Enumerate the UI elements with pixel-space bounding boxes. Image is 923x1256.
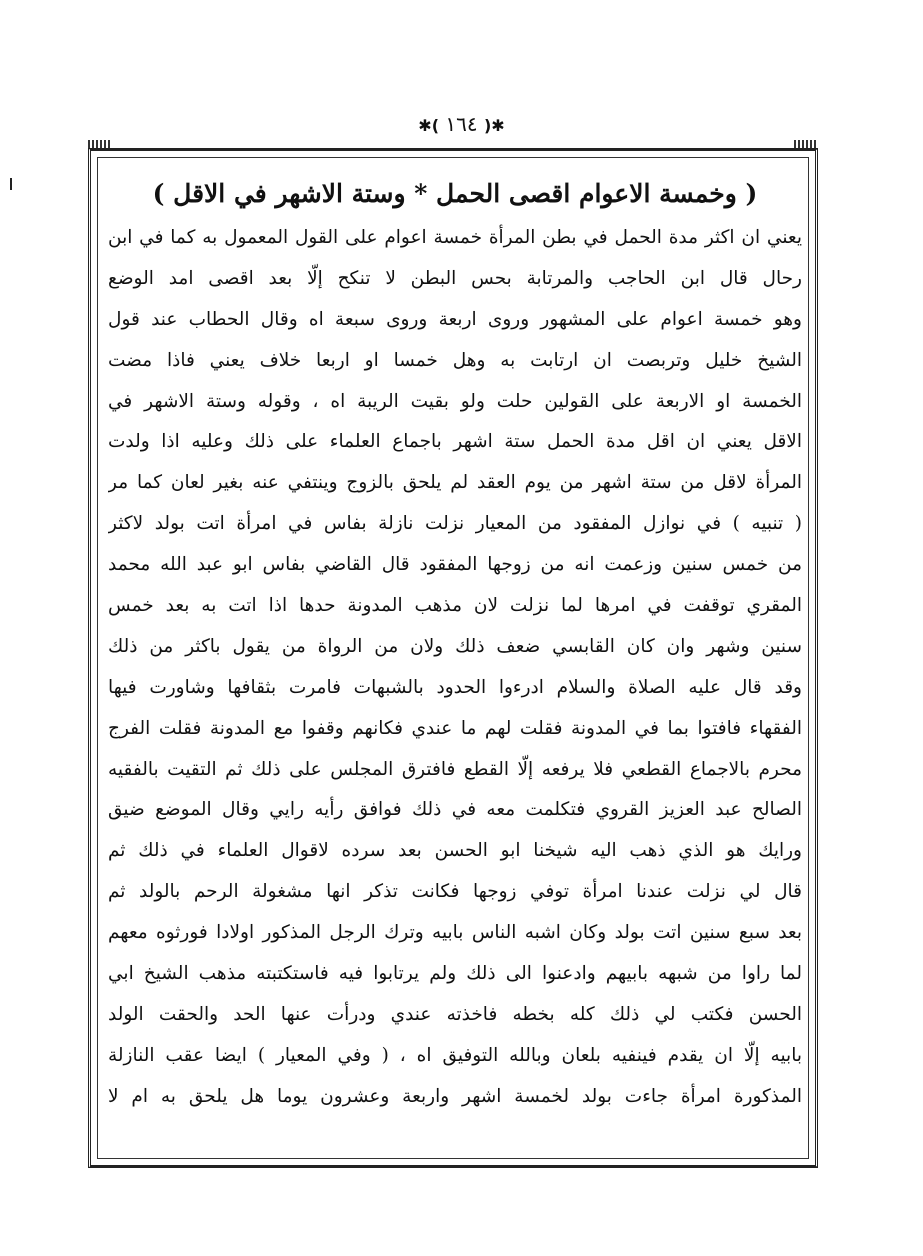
right-ornament-icon: )✱ [483,116,505,135]
text-line: لما راوا من شبهه بابيهم وادعنوا الى ذلك ولم يرتابوا فيه فاستكتبته مذهب الشيخ ابي [108,963,802,985]
text-line: المرأة لاقل من ستة اشهر من يوم العقد لم يلحق بالزوج وينتفي عنه بغير لعان كما مر [108,472,802,494]
text-line: الحسن فكتب لي ذلك كله بخطه فاخذته عندي ودرأت عنها الحد والحقت الولد [108,1003,802,1025]
text-line: من خمس سنين وزعمت انه من زوجها المفقود قال القاضي بفاس ابو عبد الله محمد [108,554,802,576]
text-line: بعد سبع سنين اتت بولد وكان اشبه الناس بابيه وترك الرجل المذكور اولادا فورثوه معهم [108,922,802,944]
text-line: قال لي نزلت عندنا امرأة توفي زوجها فكانت تذكر انها مشغولة الرحم بالولد ثم [108,881,802,903]
text-line: الصالح عبد العزيز القروي فتكلمت معه في ذلك فوافق رأيه رايي وقال الموضع ضيق [108,799,802,821]
text-line: وقد قال عليه الصلاة والسلام ادرءوا الحدود بالشبهات فامرت بثقافها وشاورت فيها [108,676,802,698]
text-line: المقري توقفت في امرها لما نزلت لان مذهب المدونة حدها اذا اتت به بعد خمس [108,595,802,617]
left-corner-ornament-icon [88,140,112,148]
margin-mark [10,178,12,190]
text-line: المذكورة امرأة جاءت بولد لخمسة اشهر واربعة وعشرون يوما هل يلحق به ام لا [108,1085,802,1107]
text-line: محرم بالاجماع القطعي فلا يرفعه إلّا القطع فافترق المجلس على ذلك ثم التقيت بالفقيه [108,758,802,780]
text-line: بابيه إلّا ان يقدم فينفيه بلعان وبالله التوفيق اه ، ( وفي المعيار ) ايضا عقب النازلة [108,1044,802,1066]
left-ornament-icon: ✱( [418,116,440,135]
text-line: الفقهاء فافتوا بما في المدونة فقلت لهم ما عندي فكانهم وقفوا مع المدونة فقلت الفرج [108,717,802,739]
text-line: الشيخ خليل وتربصت ان ارتابت به وهل خمسا او اربعا خلاف يعني فاذا مضت [108,349,802,371]
section-heading: ( وخمسة الاعوام اقصى الحمل * وستة الاشهر في الاقل ) [152,179,758,208]
text-line: ورايك هو الذي ذهب اليه شيخنا ابو الحسن بعد سرده لاقوال العلماء في ذلك ثم [108,840,802,862]
text-line: وهو خمسة اعوام على المشهور وروى اربعة وروى سبعة اه وقال الحطاب عند قول [108,308,802,330]
text-line: يعني ان اكثر مدة الحمل في بطن المرأة خمسة اعوام على القول المعمول به كما في ابن [108,227,802,248]
text-line: سنين وشهر وان كان القابسي ضعف ذلك ولان من الرواة من يقول باكثر من ذلك [108,635,802,657]
page-number [0,112,923,136]
text-line: رحال قال ابن الحاجب والمرتابة بحس البطن لا تنكح إلّا بعد اقصى امد الوضع [108,267,802,289]
text-block [108,170,802,1118]
text-line: الخمسة او الاربعة على القولين حلت ولو بقيت الريبة اه ، وقوله وستة الاشهر في [108,390,802,412]
text-line: ( تنبيه ) في نوازل المفقود من المعيار نزلت نازلة بفاس في امرأة اتت بولد لاكثر [108,513,802,535]
right-corner-ornament-icon [794,140,818,148]
text-line: الاقل يعني ان اقل مدة الحمل ستة اشهر باجماع العلماء على ذلك وعليه اذا ولدت [108,431,802,453]
page-number-value: ١٦٤ [445,112,478,136]
